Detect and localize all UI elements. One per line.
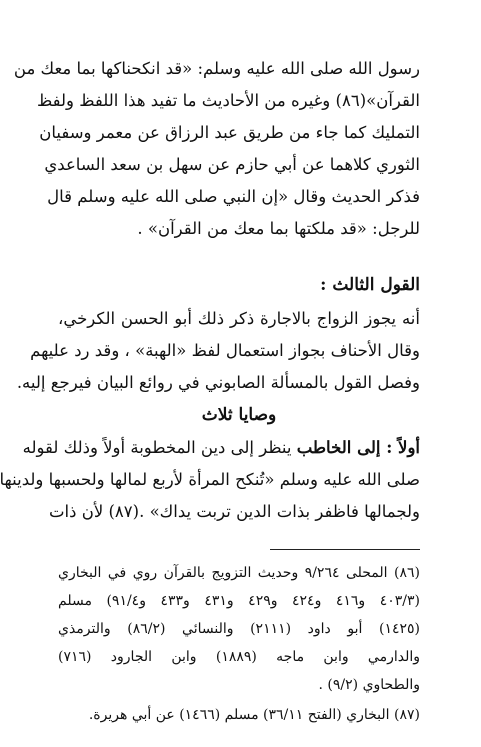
section-heading-three-advices: وصايا ثلاث	[201, 405, 277, 425]
paragraph-3-line-3: ولجمالها فاظفر بذات الدين تربت يداك» .(٨٧) لأن ذات	[49, 502, 420, 521]
paragraph-3-line-1	[22, 433, 420, 463]
paragraph-1-line-6: للرجل: «قد ملكتها بما معك من القرآن» .	[137, 219, 420, 238]
paragraph-2-line-1: أنه يجوز الزواج بالاجارة ذكر ذلك أبو الحسن الكرخي،	[58, 309, 420, 328]
paragraph-1-line-4: الثوري كلاهما عن أبي حازم عن سهل بن سعد الساعدي	[44, 155, 420, 174]
footnote-86-line-5: والطحاوي (٩/٢) .	[318, 677, 420, 693]
paragraph-1-line-5: فذكر الحديث وقال «إن النبي صلى الله عليه وسلم قال	[47, 187, 420, 206]
paragraph-3-line-1-rest: ينظر إلى دين المخطوبة أولاً وذلك لقوله	[22, 438, 292, 457]
footnote-86-line-1: (٨٦) المحلى ٩/٢٦٤ وحديث التزويج بالقرآن روي في البخاري	[58, 565, 420, 581]
paragraph-3-lead: أولاً : إلى الخاطب	[296, 438, 420, 457]
footnote-86-line-3: (١٤٢٥) أبو داود (٢١١١) والنسائي (٨٦/٢) والترمذي	[58, 621, 420, 637]
paragraph-1-line-3: التمليك كما جاء من طريق عبد الرزاق عن معمر وسفيان	[39, 123, 420, 142]
paragraph-3-line-2: صلى الله عليه وسلم «تُنكح المرأة لأربع لمالها ولحسبها ولدينها	[0, 470, 420, 489]
paragraph-1-line-1: رسول الله صلى الله عليه وسلم: «قد انكحناكها بما معك من	[13, 59, 420, 78]
footnote-87: (٨٧) البخاري (الفتح ٣٦/١١) مسلم (١٤٦٦) عن أبي هريرة.	[88, 707, 420, 723]
footnote-separator	[270, 549, 420, 550]
paragraph-2-line-3: وفصل القول بالمسألة الصابوني في روائع البيان فيرجع إليه.	[16, 373, 420, 392]
section-heading-third-opinion: القول الثالث :	[320, 275, 420, 295]
paragraph-1-line-2: القرآن»(٨٦) وغيره من الأحاديث ما تفيد هذا اللفظ ولفظ	[37, 91, 420, 110]
paragraph-2-line-2: وقال الأحناف بجواز استعمال لفظ «الهبة» ، وقد رد عليهم	[30, 341, 420, 360]
footnote-86-line-4: والدارمي وابن ماجه (١٨٨٩) وابن الجارود (٧١٦)	[58, 649, 420, 665]
footnote-86-line-2: (٤٠٣/٣ و٤١٦ و٤٢٤ و٤٢٩ و٤٣١ و٤٣٣ و٩١/٤) مسلم	[58, 593, 420, 609]
